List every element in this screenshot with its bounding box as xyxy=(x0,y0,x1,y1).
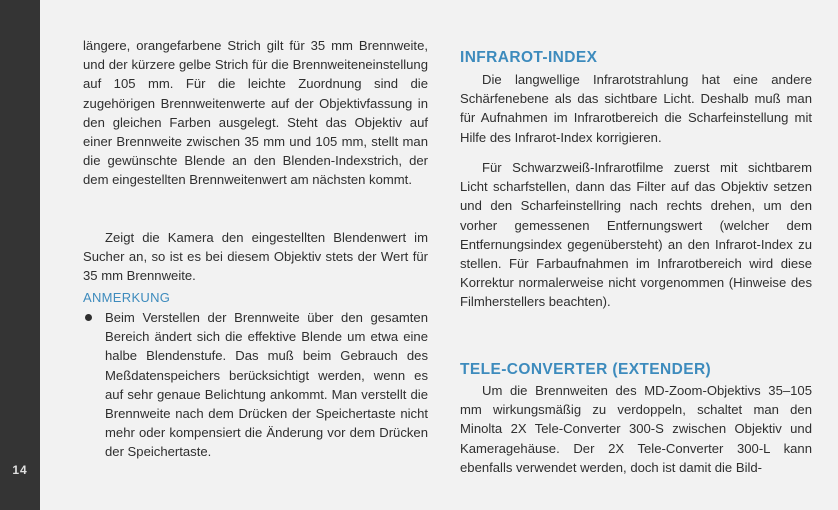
tele-converter-paragraph: Um die Brennweiten des MD-Zoom-Objektivs 35–105 mm wirkungsmäßig zu verdoppeln, schaltet man den Minolta 2X Tele-Converter 300-S zwischen Objektiv und Kameragehäuse. Der 2X Tele-Converter 300-L kann ebenfalls verwendet werden, doch ist damit die Bild- xyxy=(460,383,812,475)
page-number: 14 xyxy=(12,463,28,477)
viewfinder-aperture-paragraph: Zeigt die Kamera den eingestellten Blendenwert im Sucher an, so ist es bei diesem Objektiv stets der Wert für 35 mm Brennweite. xyxy=(83,230,428,284)
bullet-icon xyxy=(85,314,92,321)
note-text: Beim Verstellen der Brennweite über den gesamten Bereich ändert sich die effektive Blende um etwa eine halbe Blendenstufe. Das muß beim Gebrauch des Meßdatenspeichers berücksichtigt werden, wenn es auf sehr genaue Belichtung ankommt. Man verstellt die Brennweite nach dem Drücken der Speichertaste nicht mehr oder kompensiert die Änderung vor dem Drücken der Speichertaste. xyxy=(105,310,428,460)
focal-length-paragraph: längere, orangefarbene Strich gilt für 35 mm Brennweite, und der kürzere gelbe Strich für die Brennweiteneinstellung auf 105 mm. Für die leichte Zuordnung sind die zugehörigen Brennweitenwerte auf der Objektivfassung in den gleichen Farben ausgelegt. Steht das Objektiv auf einer Brennweite zwischen 35 mm und 105 mm, stellt man die gewünschte Blende an den Blenden-Indexstrich, der dem eingestellten Brennweitenwert am nächsten kommt. xyxy=(83,38,428,188)
note-bullet xyxy=(83,308,428,462)
note-heading: ANMERKUNG xyxy=(83,290,171,305)
heading-tele-converter: TELE-CONVERTER (EXTENDER) xyxy=(460,361,712,378)
heading-infrarot-index: INFRAROT-INDEX xyxy=(460,49,598,66)
manual-page xyxy=(40,0,838,510)
infrared-procedure-paragraph: Für Schwarzweiß-Infrarotfilme zuerst mit sichtbarem Licht scharfstellen, dann das Filter auf das Objektiv setzen und den Scharfeinstellring nach rechts drehen, um den vorher gemessenen Entfernungswert (welcher dem Entfernungsindex gegenübersteht) an den Infrarot-Index zu stellen. Für Farbaufnahmen im Infrarotbereich wird diese Korrektur normalerweise nicht vorgenommen (Hinweise des Filmherstellers beachten). xyxy=(460,160,812,310)
page-margin-strip xyxy=(0,0,40,510)
infrared-intro-paragraph: Die langwellige Infrarotstrahlung hat eine andere Schärfenebene als das sichtbare Licht. Deshalb muß man für Aufnahmen im Infrarotbereich die Scharfeinstellung mit Hilfe des Infrarot-Index korrigieren. xyxy=(460,72,812,145)
